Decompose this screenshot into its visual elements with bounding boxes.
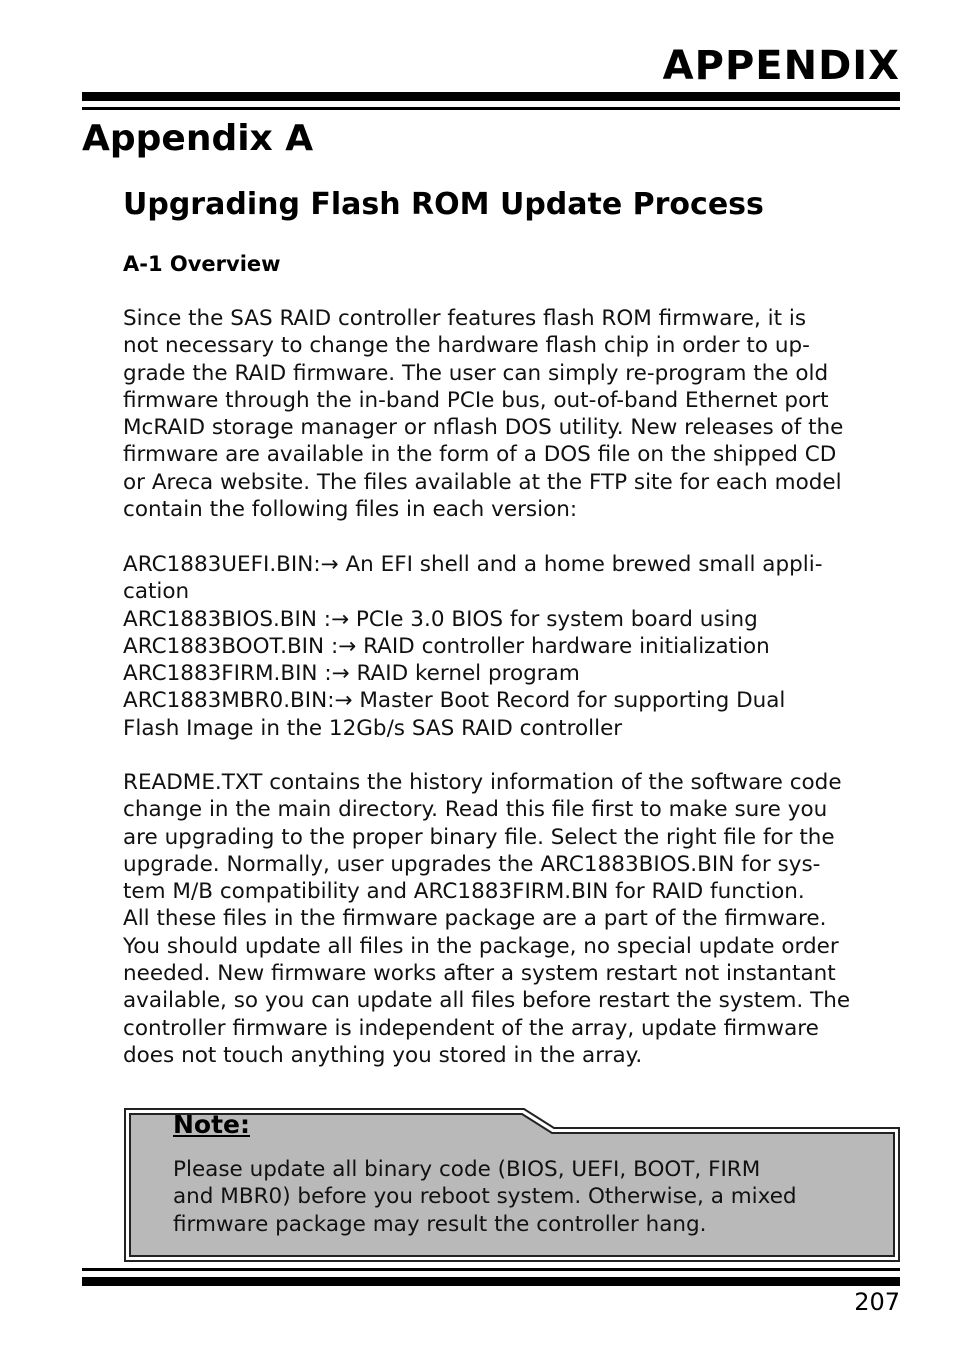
file-name: ARC1883MBR0.BIN:	[123, 688, 335, 714]
readme-line: upgrade. Normally, user upgrades the ARC1883BIOS.BIN for sys-	[123, 851, 821, 877]
file-list-item	[123, 633, 903, 660]
arrow-icon: →	[331, 661, 350, 687]
footer-rule-thin	[82, 1268, 900, 1271]
note-title: Note:	[173, 1110, 251, 1139]
overview-line: contain the following files in each version:	[123, 497, 578, 523]
readme-line: available, so you can update all files before restart the system. The	[123, 988, 851, 1014]
readme-line: does not touch anything you stored in the array.	[123, 1042, 643, 1068]
overview-line: Since the SAS RAID controller features flash ROM firmware, it is	[123, 306, 807, 331]
file-name: ARC1883FIRM.BIN :	[123, 661, 332, 687]
overview-line: grade the RAID firmware. The user can simply re-program the old	[123, 360, 829, 386]
file-description: PCIe 3.0 BIOS for system board using	[355, 606, 758, 632]
note-line: and MBR0) before you reboot system. Otherwise, a mixed	[173, 1184, 797, 1210]
note-callout	[124, 1108, 900, 1262]
arrow-icon: →	[320, 552, 339, 577]
file-list-item	[123, 551, 903, 578]
readme-line: controller firmware is independent of the array, update firmware	[123, 1015, 819, 1041]
chapter-header-title: APPENDIX	[662, 43, 900, 89]
arrow-icon: →	[331, 606, 350, 632]
overview-line: McRAID storage manager or nflash DOS utility. New releases of the	[123, 415, 844, 441]
overview-line: or Areca website. The files available at the FTP site for each model	[123, 469, 842, 495]
file-list	[123, 551, 903, 742]
arrow-icon: →	[334, 688, 353, 714]
header-rule-thick	[82, 92, 900, 101]
page-number: 207	[854, 1288, 900, 1316]
file-list-item	[123, 687, 903, 714]
subsection-heading: A-1 Overview	[123, 252, 281, 276]
file-description-continued: cation	[123, 579, 190, 605]
overview-line: not necessary to change the hardware flash chip in order to up-	[123, 333, 810, 359]
overview-line: firmware are available in the form of a DOS file on the shipped CD	[123, 442, 837, 468]
file-list-item	[123, 660, 903, 687]
overview-line: firmware through the in-band PCIe bus, out-of-band Ethernet port	[123, 387, 829, 413]
note-line: Please update all binary code (BIOS, UEFI, BOOT, FIRM	[173, 1157, 761, 1182]
file-description: RAID controller hardware initialization	[363, 633, 770, 659]
section-heading: Upgrading Flash ROM Update Process	[123, 187, 764, 222]
arrow-icon: →	[338, 633, 357, 659]
note-body	[173, 1156, 873, 1238]
footer-rule-thick	[82, 1277, 900, 1286]
readme-line: are upgrading to the proper binary file. Select the right file for the	[123, 824, 835, 850]
file-description-continued: Flash Image in the 12Gb/s SAS RAID controller	[123, 715, 623, 741]
readme-line: You should update all files in the package, no special update order	[123, 933, 839, 959]
readme-line: change in the main directory. Read this file first to make sure you	[123, 797, 828, 823]
readme-line: tem M/B compatibility and ARC1883FIRM.BIN for RAID function.	[123, 879, 805, 905]
readme-line: README.TXT contains the history information of the software code	[123, 770, 842, 795]
file-description: An EFI shell and a home brewed small appli-	[345, 552, 823, 577]
file-description: RAID kernel program	[356, 661, 580, 687]
appendix-heading: Appendix A	[82, 118, 314, 159]
readme-line: needed. New firmware works after a system restart not instantant	[123, 961, 836, 987]
overview-paragraph	[123, 305, 903, 523]
file-name: ARC1883BOOT.BIN :	[123, 633, 339, 659]
note-line: firmware package may result the controller hang.	[173, 1211, 707, 1237]
file-list-item	[123, 606, 903, 633]
file-name: ARC1883BIOS.BIN :	[123, 606, 332, 632]
file-name: ARC1883UEFI.BIN:	[123, 552, 321, 577]
file-description: Master Boot Record for supporting Dual	[359, 688, 786, 714]
readme-line: All these files in the firmware package are a part of the firmware.	[123, 906, 827, 932]
readme-paragraph	[123, 769, 903, 1069]
header-rule-thin	[82, 107, 900, 110]
